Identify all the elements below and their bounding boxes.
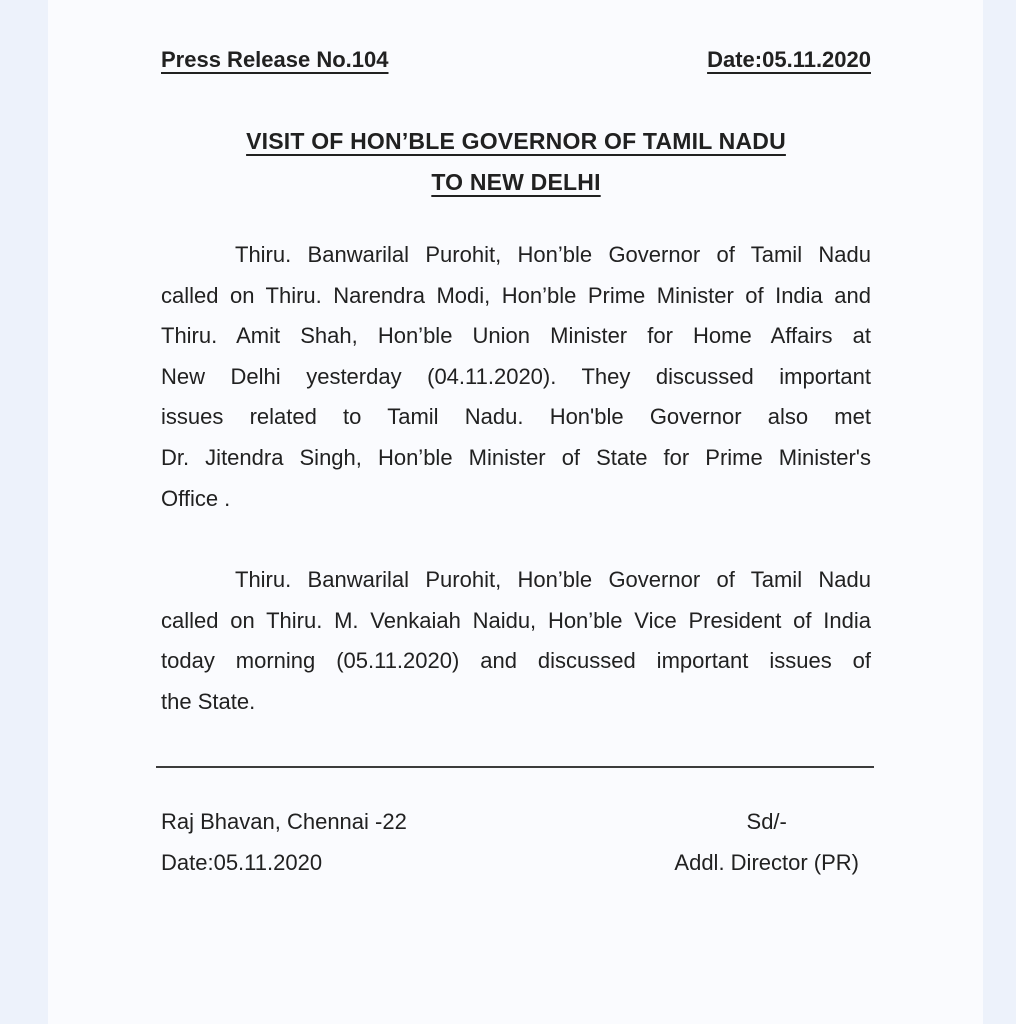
paragraph-line: Thiru. Banwarilal Purohit, Hon’ble Governor of Tamil Nadu	[235, 567, 871, 593]
paragraph-line: called on Thiru. Narendra Modi, Hon’ble Prime Minister of India and	[161, 282, 871, 308]
paragraph-line: the State.	[161, 688, 256, 714]
paragraph-line: called on Thiru. M. Venkaiah Naidu, Hon’ble Vice President of India	[161, 607, 871, 633]
footer-right-column	[674, 801, 859, 883]
page-content	[48, 45, 983, 883]
body-paragraphs	[161, 235, 871, 723]
paragraph-line: Thiru. Amit Shah, Hon’ble Union Minister for Home Affairs at	[161, 323, 871, 349]
document-title	[161, 121, 871, 203]
footer-divider-line	[156, 766, 874, 768]
paragraph-line: issues related to Tamil Nadu. Hon'ble Governor also met	[161, 404, 871, 430]
paragraph-line: Thiru. Banwarilal Purohit, Hon’ble Governor of Tamil Nadu	[235, 242, 871, 267]
paragraph-line: New Delhi yesterday (04.11.2020). They discussed important	[161, 363, 871, 389]
document-footer	[161, 801, 871, 883]
paragraph	[161, 235, 871, 519]
paragraph-line: Dr. Jitendra Singh, Hon’ble Minister of State for Prime Minister's	[161, 444, 871, 470]
header-date: Date:05.11.2020	[707, 47, 871, 72]
title-line-1: VISIT OF HON’BLE GOVERNOR OF TAMIL NADU	[246, 128, 786, 154]
paragraph	[161, 560, 871, 722]
press-release-number: Press Release No.104	[161, 47, 389, 72]
document-header	[161, 45, 871, 75]
signatory-designation: Addl. Director (PR)	[674, 849, 859, 875]
signature-sd: Sd/-	[746, 808, 787, 834]
footer-date: Date:05.11.2020	[161, 849, 323, 875]
paragraph-line: Office .	[161, 485, 231, 511]
press-release-page	[48, 0, 983, 1024]
issuing-office: Raj Bhavan, Chennai -22	[161, 808, 407, 834]
footer-left-column	[161, 801, 407, 883]
paragraph-line: today morning (05.11.2020) and discussed important issues of	[161, 648, 871, 674]
title-line-2: TO NEW DELHI	[431, 169, 601, 195]
